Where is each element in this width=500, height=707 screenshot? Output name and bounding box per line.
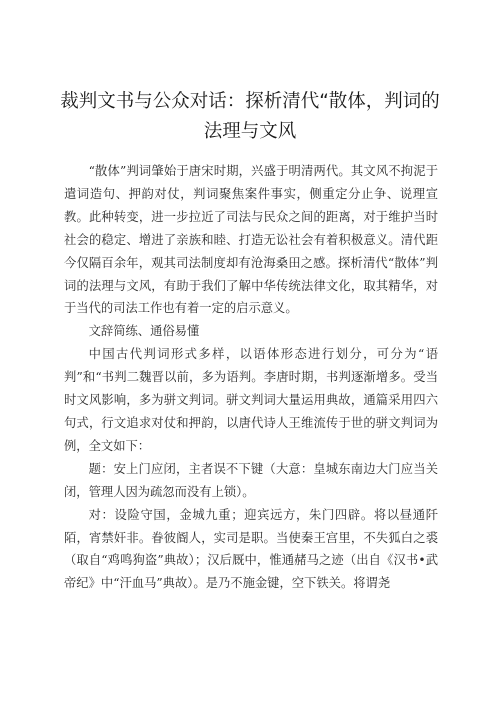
paragraph-response: 对：设险守国，金城九重；迎宾远方，朱门四辟。将以昼通阡陌，宵禁奸非。眷彼阍人，实司是职。当使秦王宫里，不失狐白之裘（取自“鸡鸣狗盗”典故）；汉后厩中，惟通赭马之迹（出自《汉书•武帝纪》中“汗血马”典故）。是乃不施金键，空下铁关。将谓尧 <box>64 507 438 591</box>
document-title-line-1: 裁判文书与公众对话：探析清代“散体，判词的 <box>60 91 440 112</box>
paragraph-topic: 题：安上门应闭，主者误不下键（大意：皇城东南边大门应当关闭，管理人因为疏忽而没有上锁）。 <box>64 461 438 499</box>
section-heading: 文辞简练、通俗易懂 <box>88 324 200 339</box>
paragraph-intro: “散体”判词肇始于唐宋时期，兴盛于明清两代。其文风不拘泥于遣词造句、押韵对仗，判词聚焦案件事实，侧重定分止争、说理宣教。此种转变，进一步拉近了司法与民众之间的距离，对于维护当时社会的稳定、增进了亲族和睦、打造无讼社会有着积极意义。清代距今仅隔百余年，观其司法制度却有沧海桑田之感。探析清代“散体”判词的法理与文风，有助于我们了解中华传统法律文化，取其精华，对于当代的司法工作也有着一定的启示意义。 <box>64 164 438 316</box>
document-title-line-2: 法理与文风 <box>203 121 297 142</box>
paragraph-history: 中国古代判词形式多样，以语体形态进行划分，可分为“语判”和“书判二魏晋以前，多为语判。李唐时期，书判逐渐增多。受当时文风影响，多为骈文判词。骈文判词大量运用典故，通篇采用四六句式，行文追求对仗和押韵，以唐代诗人王维流传于世的骈文判词为例，全文如下： <box>64 347 438 453</box>
document-body <box>64 160 438 595</box>
